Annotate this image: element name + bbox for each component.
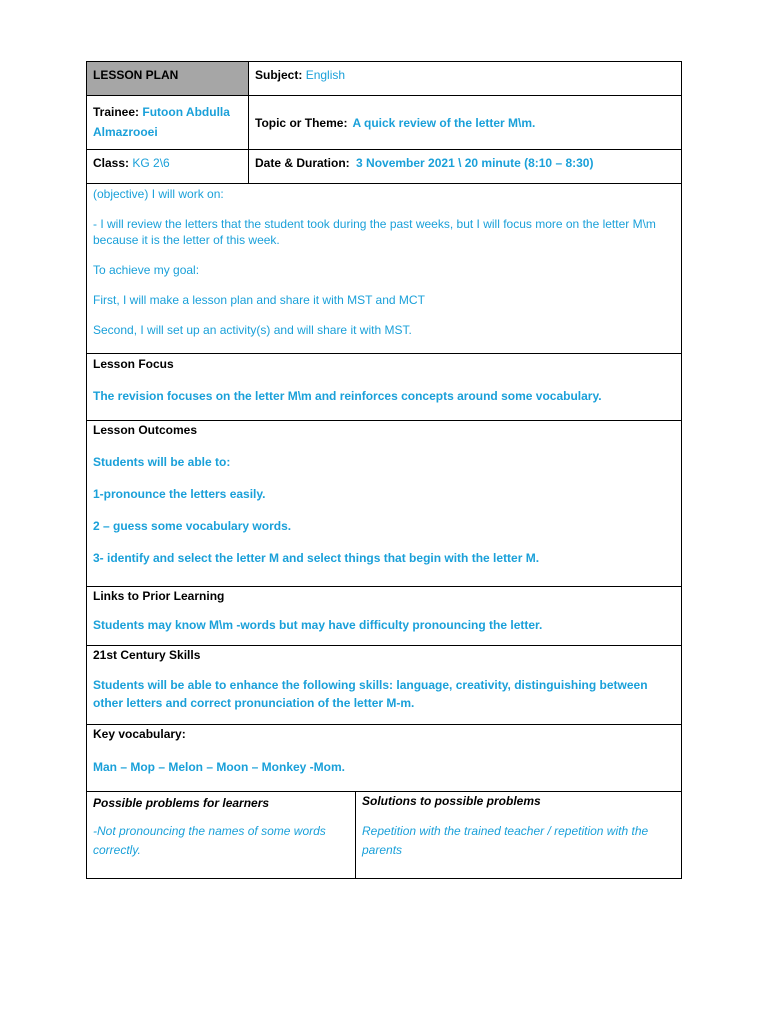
key-vocabulary-text: Man – Mop – Melon – Moon – Monkey -Mom. (93, 760, 346, 774)
lesson-outcomes-cell (87, 421, 681, 586)
outcome-line: 1-pronounce the letters easily. (93, 487, 266, 501)
lesson-outcomes-row (87, 421, 681, 587)
objective-line: - I will review the letters that the student took during the past weeks, but I will focus more on the letter M\m because it is the letter of this week. (93, 217, 656, 247)
key-vocabulary-title: Key vocabulary: (93, 727, 186, 741)
century-skills-text: Students will be able to enhance the following skills: language, creativity, distinguishing between other letters and correct pronunciation of the letter M-m. (93, 678, 648, 710)
date-value: 3 November 2021 \ 20 minute (8:10 – 8:30) (356, 156, 594, 170)
problems-row (87, 792, 681, 878)
class-value: KG 2\6 (132, 156, 170, 170)
objective-line: (objective) I will work on: (93, 187, 224, 201)
lesson-focus-cell (87, 354, 681, 420)
objective-row (87, 184, 681, 354)
lesson-plan-table (86, 61, 682, 879)
objective-cell (87, 184, 681, 353)
lesson-plan-cell (87, 62, 249, 95)
lesson-focus-title: Lesson Focus (93, 357, 174, 371)
trainee-value: Futoon Abdulla Almazrooei (93, 105, 230, 139)
outcome-line: Students will be able to: (93, 455, 231, 469)
objective-line: Second, I will set up an activity(s) and will share it with MST. (93, 323, 412, 337)
century-skills-cell (87, 646, 681, 724)
prior-learning-cell (87, 587, 681, 645)
header-row-3 (87, 150, 681, 184)
prior-learning-row (87, 587, 681, 646)
lesson-focus-text: The revision focuses on the letter M\m and reinforces concepts around some vocabulary. (93, 389, 602, 403)
date-label: Date & Duration: (255, 156, 350, 170)
objective-line: To achieve my goal: (93, 263, 200, 277)
century-skills-row (87, 646, 681, 725)
topic-cell (249, 96, 681, 149)
key-vocabulary-cell (87, 725, 681, 791)
lesson-outcomes-title: Lesson Outcomes (93, 423, 198, 437)
prior-learning-text: Students may know M\m -words but may have difficulty pronouncing the letter. (93, 618, 543, 632)
solutions-cell (356, 792, 681, 878)
problems-title: Possible problems for learners (93, 796, 270, 810)
header-row-1 (87, 62, 681, 96)
century-skills-title: 21st Century Skills (93, 648, 201, 662)
subject-label: Subject: (255, 68, 303, 82)
problems-cell (87, 792, 356, 878)
solutions-title: Solutions to possible problems (362, 794, 541, 808)
outcome-line: 3- identify and select the letter M and select things that begin with the letter M. (93, 551, 540, 565)
trainee-label: Trainee: (93, 105, 140, 119)
outcome-line: 2 – guess some vocabulary words. (93, 519, 292, 533)
header-row-2 (87, 96, 681, 150)
trainee-cell (87, 96, 249, 149)
class-cell (87, 150, 249, 183)
topic-label: Topic or Theme: (255, 115, 348, 130)
problems-text: -Not pronouncing the names of some words correctly. (93, 824, 326, 857)
lesson-focus-row (87, 354, 681, 421)
solutions-text: Repetition with the trained teacher / repetition with the parents (362, 824, 649, 857)
lesson-plan-label: LESSON PLAN (93, 68, 179, 82)
key-vocabulary-row (87, 725, 681, 792)
subject-cell (249, 62, 681, 95)
topic-value: A quick review of the letter M\m. (352, 115, 536, 130)
date-cell (249, 150, 681, 183)
subject-value: English (305, 68, 346, 82)
objective-line: First, I will make a lesson plan and share it with MST and MCT (93, 293, 425, 307)
class-label: Class: (93, 156, 130, 170)
prior-learning-title: Links to Prior Learning (93, 589, 225, 603)
